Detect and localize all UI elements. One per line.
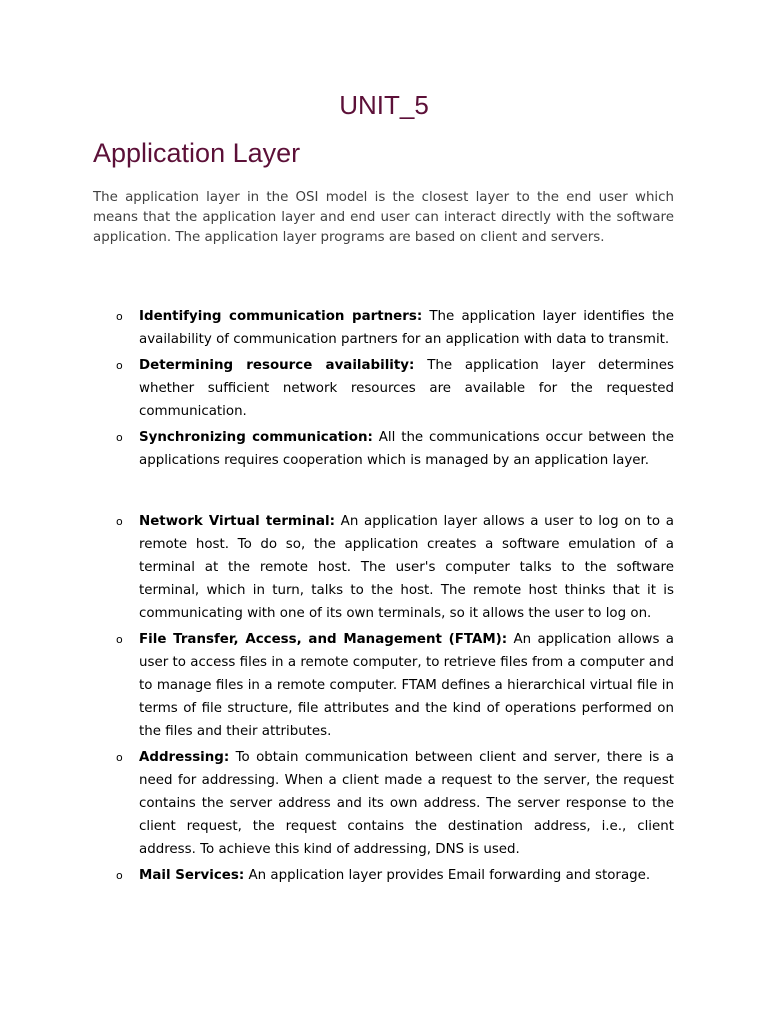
item-description: The application layer identifies the availability of communication partners for an application with data to transmit. xyxy=(139,309,675,347)
bullet-circle-icon: o xyxy=(116,869,123,882)
item-description: An application layer provides Email forwarding and storage. xyxy=(244,868,651,883)
unit-title: UNIT_5 xyxy=(339,90,429,120)
list-item xyxy=(116,864,674,887)
item-description: To obtain communication between client and server, there is a need for addressing. When a client made a request to the server, the request contains the server address and its own address. The server response to the client request, the request contains the destination address, i.e., client address. To achieve this kind of addressing, DNS is used. xyxy=(139,750,674,857)
item-description: An application layer allows a user to log on to a remote host. To do so, the application creates a software emulation of a terminal at the remote host. The user's computer talks to the software terminal, which in turn, talks to the host. The remote host thinks that it is communicating with one of its own terminals, so it allows the user to log on. xyxy=(139,514,674,621)
bullet-circle-icon: o xyxy=(116,431,123,444)
item-description: An application allows a user to access files in a remote computer, to retrieve files from a computer and to manage files in a remote computer. FTAM defines a hierarchical virtual file in terms of file structure, file attributes and the kind of operations performed on the files and their attributes. xyxy=(139,632,674,739)
list-item xyxy=(116,510,674,625)
section-heading: Application Layer xyxy=(93,138,301,168)
list-item xyxy=(116,426,674,472)
item-term: Addressing: xyxy=(139,750,230,765)
list-item xyxy=(116,746,674,861)
bullet-circle-icon: o xyxy=(116,310,123,323)
item-description: All the communications occur between the applications requires cooperation which is managed by an application layer. xyxy=(139,430,675,468)
item-term: Identifying communication partners: xyxy=(139,309,423,324)
list-item xyxy=(116,354,674,423)
services-list xyxy=(116,510,674,890)
item-term: Network Virtual terminal: xyxy=(139,514,335,529)
list-item xyxy=(116,305,674,351)
intro-paragraph: The application layer in the OSI model is the closest layer to the end user which means that the application layer and end user can interact directly with the software application. The application layer programs are based on client and servers. xyxy=(93,190,674,245)
item-term: Mail Services: xyxy=(139,868,245,883)
bullet-circle-icon: o xyxy=(116,359,123,372)
bullet-circle-icon: o xyxy=(116,515,123,528)
bullet-circle-icon: o xyxy=(116,751,123,764)
list-item xyxy=(116,628,674,743)
item-term: Synchronizing communication: xyxy=(139,430,373,445)
item-term: Determining resource availability: xyxy=(139,358,415,373)
bullet-circle-icon: o xyxy=(116,633,123,646)
item-description: The application layer determines whether sufficient network resources are available for the requested communication. xyxy=(139,358,674,419)
functions-list xyxy=(116,305,674,475)
item-term: File Transfer, Access, and Management (FTAM): xyxy=(139,632,508,647)
